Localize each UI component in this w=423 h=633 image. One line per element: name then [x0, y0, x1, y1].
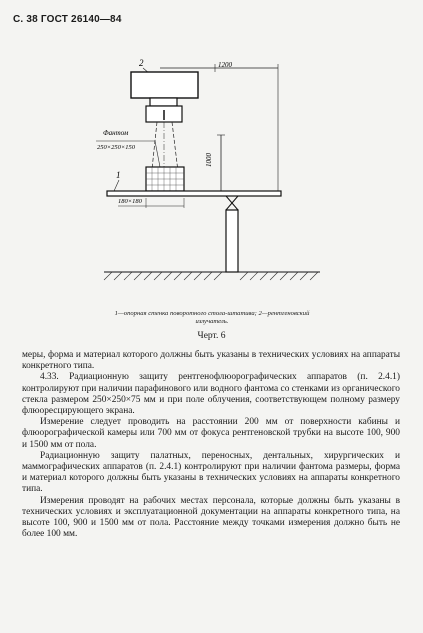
paragraph: Радиационную защиту палатных, переносных, дентальных, хирургических и маммографических аппаратов (п. 2.4.1) контролируют при наличии фантома размеры, форма и материал которого должны быть указаны в технических условиях на аппараты конкретного типа. — [22, 450, 400, 495]
dim-1200-label: 1200 — [218, 61, 232, 69]
dim-1000-label: 1000 — [205, 153, 213, 167]
phantom-size: 250×250×150 — [97, 144, 136, 151]
paragraph: Измерение следует проводить на расстоянии 200 мм от поверхности кабины и флюорографической камеры или 700 мм от фокуса рентгеновской трубки на высоте 100, 900 и 1500 мм от пола. — [22, 417, 400, 450]
table-top — [107, 191, 281, 196]
label-1: 1 — [116, 170, 121, 180]
figure-title: Черт. 6 — [197, 331, 226, 341]
page-header: С. 38 ГОСТ 26140—84 — [13, 14, 122, 25]
figure-svg — [0, 40, 423, 340]
xray-emitter-neck — [150, 98, 177, 106]
body-text — [22, 350, 400, 540]
phantom-label: Фантом — [103, 129, 129, 137]
figure-diagram — [0, 40, 423, 340]
label-2: 2 — [139, 58, 144, 68]
figure-caption: 1—опорная стенка поворотного стола-штатива; 2—рентгеновский излучатель. — [114, 310, 310, 325]
xray-emitter-body — [131, 72, 198, 98]
floor-hatching — [104, 272, 318, 280]
paragraph: Измерения проводят на рабочих местах персонала, которые должны быть указаны в технических условиях и эксплуатационной документации на аппараты конкретного типа, на высоте 100, 900 и 1500 мм от пола. Расстояние между точками измерения должно быть не более 100 мм. — [22, 495, 400, 540]
paragraph: 4.33. Радиационную защиту рентгенофлюорографических аппаратов (п. 2.4.1) контролируют при наличии парафинового или водного фантома со стенками из органического стекла размером 250×250×75 мм и при поле облучения, соответствующем полному размеру флюоресцирующего экрана. — [22, 372, 400, 417]
support-column — [226, 210, 238, 272]
paragraph: меры, форма и материал которого должны быть указаны в технических условиях на аппараты конкретного типа. — [22, 350, 400, 372]
dim-180-label: 180×180 — [118, 198, 142, 205]
